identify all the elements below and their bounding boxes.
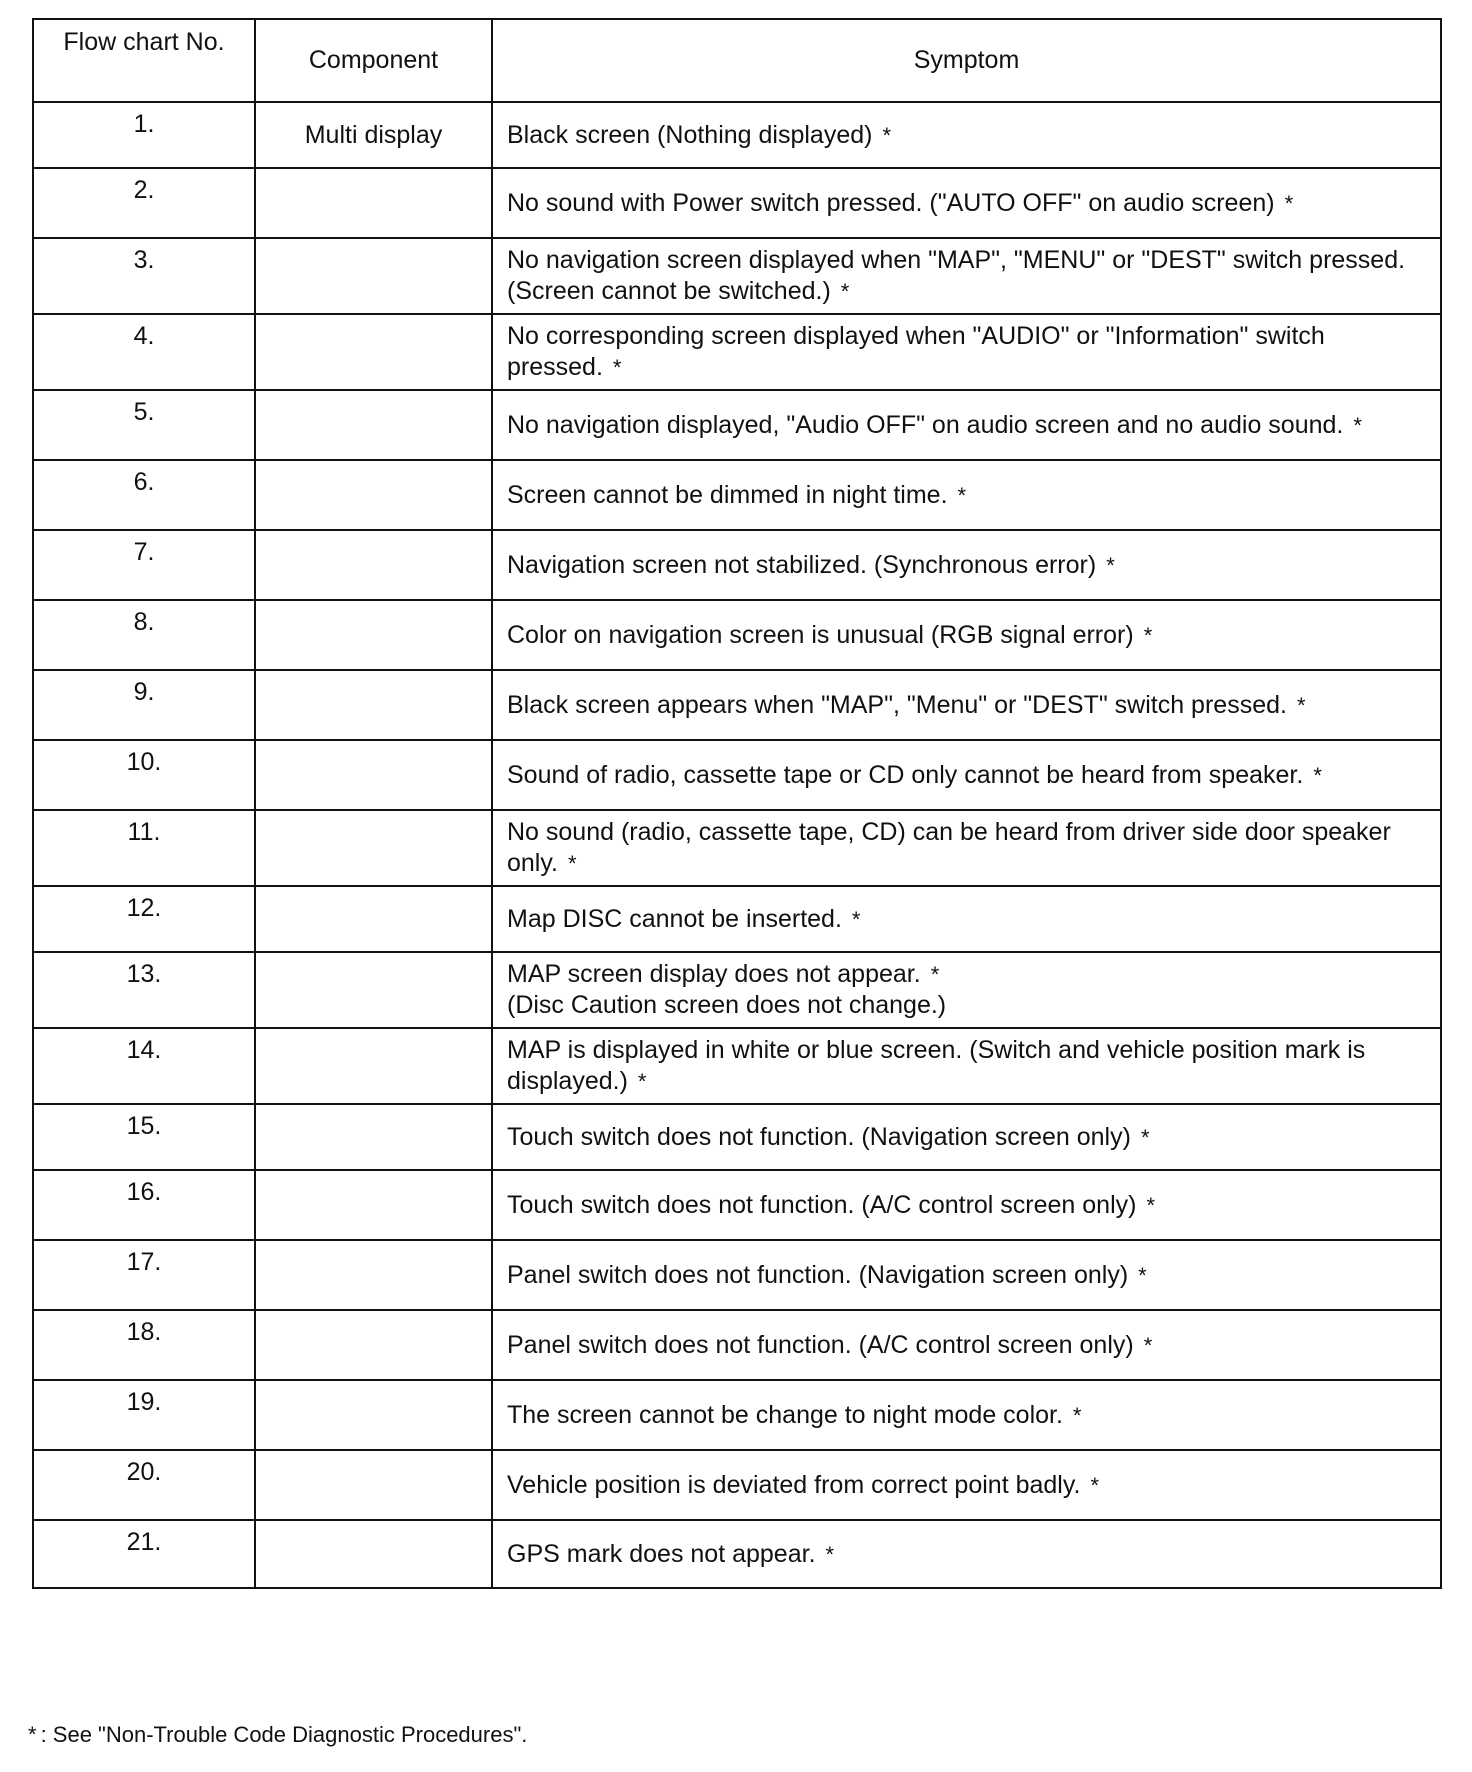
component-cell	[255, 1450, 492, 1520]
flow-chart-number: 4.	[33, 314, 255, 390]
symptom-text: The screen cannot be change to night mode color.	[507, 1400, 1063, 1429]
symptom-cell	[492, 600, 1441, 670]
asterisk-icon: *	[1313, 762, 1322, 788]
table-row	[33, 886, 1441, 952]
symptom-text: Vehicle position is deviated from correct point badly.	[507, 1470, 1081, 1499]
symptom-text: GPS mark does not appear.	[507, 1539, 816, 1568]
component-cell	[255, 952, 492, 1028]
flow-chart-number: 13.	[33, 952, 255, 1028]
asterisk-icon: *	[1138, 1262, 1147, 1288]
asterisk-icon: *	[825, 1541, 835, 1567]
asterisk-icon: *	[28, 1722, 37, 1747]
component-cell	[255, 314, 492, 390]
symptom-cell	[492, 102, 1441, 168]
flow-chart-number: 18.	[33, 1310, 255, 1380]
asterisk-icon: *	[1296, 692, 1306, 718]
table-row	[33, 238, 1441, 314]
table-row	[33, 102, 1441, 168]
symptom-text: Panel switch does not function. (A/C control screen only)	[507, 1330, 1134, 1359]
asterisk-icon: *	[882, 122, 892, 148]
flow-chart-number: 2.	[33, 168, 255, 238]
symptom-text: Black screen appears when "MAP", "Menu" or "DEST" switch pressed.	[507, 690, 1287, 719]
component-cell	[255, 1380, 492, 1450]
symptom-text: Color on navigation screen is unusual (RGB signal error)	[507, 620, 1134, 649]
component-cell	[255, 740, 492, 810]
component-cell	[255, 886, 492, 952]
symptom-cell	[492, 670, 1441, 740]
table-row	[33, 952, 1441, 1028]
component-cell	[255, 1310, 492, 1380]
symptom-text: No sound with Power switch pressed. ("AUTO OFF" on audio screen)	[507, 188, 1275, 217]
asterisk-icon: *	[567, 851, 577, 876]
flow-chart-number: 10.	[33, 740, 255, 810]
component-cell	[255, 1170, 492, 1240]
asterisk-icon: *	[1106, 552, 1115, 578]
flow-chart-number: 11.	[33, 810, 255, 886]
asterisk-icon: *	[1143, 1332, 1153, 1358]
table-row	[33, 1520, 1441, 1588]
symptom-cell	[492, 810, 1441, 886]
component-cell	[255, 1104, 492, 1170]
flow-chart-number: 6.	[33, 460, 255, 530]
symptom-text: MAP screen display does not appear.	[507, 960, 921, 988]
table-row	[33, 168, 1441, 238]
symptom-cell	[492, 238, 1441, 314]
flow-chart-number: 19.	[33, 1380, 255, 1450]
symptom-text: No corresponding screen displayed when "AUDIO" or "Information" switch pressed.	[507, 322, 1325, 381]
component-cell: Multi display	[255, 102, 492, 168]
symptom-text: Map DISC cannot be inserted.	[507, 904, 842, 933]
component-cell	[255, 670, 492, 740]
component-cell	[255, 1520, 492, 1588]
table-row	[33, 1450, 1441, 1520]
component-cell	[255, 810, 492, 886]
flow-chart-number: 5.	[33, 390, 255, 460]
symptom-table-wrapper	[32, 18, 1440, 1589]
symptom-cell	[492, 168, 1441, 238]
trouble-symptom-table	[32, 18, 1442, 1589]
table-row	[33, 530, 1441, 600]
asterisk-icon: *	[840, 279, 850, 304]
symptom-text: Sound of radio, cassette tape or CD only cannot be heard from speaker.	[507, 760, 1304, 789]
component-cell	[255, 390, 492, 460]
flow-chart-number: 9.	[33, 670, 255, 740]
symptom-text: Black screen (Nothing displayed)	[507, 120, 873, 149]
symptom-cell	[492, 1310, 1441, 1380]
symptom-text: Navigation screen not stabilized. (Synchronous error)	[507, 550, 1097, 579]
symptom-cell	[492, 314, 1441, 390]
symptom-text: No sound (radio, cassette tape, CD) can be heard from driver side door speaker only.	[507, 818, 1391, 877]
asterisk-icon: *	[1072, 1402, 1082, 1428]
symptom-cell	[492, 952, 1441, 1028]
table-row	[33, 740, 1441, 810]
asterisk-icon: *	[1140, 1124, 1150, 1150]
asterisk-icon: *	[1146, 1192, 1156, 1218]
symptom-cell	[492, 460, 1441, 530]
table-row	[33, 460, 1441, 530]
symptom-text: MAP is displayed in white or blue screen. (Switch and vehicle position mark is displayed.)	[507, 1036, 1366, 1095]
symptom-cell	[492, 1450, 1441, 1520]
flow-chart-number: 8.	[33, 600, 255, 670]
asterisk-icon: *	[1353, 412, 1362, 438]
flow-chart-number: 12.	[33, 886, 255, 952]
component-cell	[255, 530, 492, 600]
header-flow-chart-no: Flow chart No.	[33, 19, 255, 102]
symptom-cell	[492, 530, 1441, 600]
component-cell	[255, 1240, 492, 1310]
table-header-row	[33, 19, 1441, 102]
footnote-text: : See "Non-Trouble Code Diagnostic Procedures".	[40, 1722, 528, 1747]
asterisk-icon: *	[1143, 622, 1153, 648]
footnote	[28, 1722, 527, 1748]
table-row	[33, 1104, 1441, 1170]
table-row	[33, 1170, 1441, 1240]
component-cell	[255, 460, 492, 530]
asterisk-icon: *	[1090, 1472, 1100, 1498]
component-cell	[255, 1028, 492, 1104]
symptom-cell	[492, 1028, 1441, 1104]
symptom-text-line-2: (Disc Caution screen does not change.)	[507, 991, 947, 1019]
symptom-text: No navigation screen displayed when "MAP", "MENU" or "DEST" switch pressed. (Screen cannot be switched.)	[507, 246, 1406, 305]
table-row	[33, 314, 1441, 390]
table-row	[33, 600, 1441, 670]
symptom-text: Touch switch does not function. (Navigation screen only)	[507, 1122, 1131, 1151]
component-cell	[255, 168, 492, 238]
asterisk-icon: *	[637, 1069, 647, 1094]
flow-chart-number: 3.	[33, 238, 255, 314]
table-row	[33, 1028, 1441, 1104]
table-row	[33, 1310, 1441, 1380]
symptom-text: Touch switch does not function. (A/C control screen only)	[507, 1190, 1137, 1219]
symptom-text: Panel switch does not function. (Navigation screen only)	[507, 1260, 1129, 1289]
asterisk-icon: *	[930, 962, 940, 987]
table-row	[33, 670, 1441, 740]
flow-chart-number: 16.	[33, 1170, 255, 1240]
flow-chart-number: 20.	[33, 1450, 255, 1520]
flow-chart-number: 15.	[33, 1104, 255, 1170]
flow-chart-number: 17.	[33, 1240, 255, 1310]
table-body	[33, 102, 1441, 1588]
symptom-cell	[492, 1520, 1441, 1588]
flow-chart-number: 1.	[33, 102, 255, 168]
header-symptom: Symptom	[492, 19, 1441, 102]
flow-chart-number: 14.	[33, 1028, 255, 1104]
symptom-cell	[492, 886, 1441, 952]
flow-chart-number: 7.	[33, 530, 255, 600]
asterisk-icon: *	[851, 906, 861, 932]
table-row	[33, 1380, 1441, 1450]
symptom-cell	[492, 1240, 1441, 1310]
symptom-cell	[492, 390, 1441, 460]
header-component: Component	[255, 19, 492, 102]
component-cell	[255, 238, 492, 314]
table-row	[33, 810, 1441, 886]
table-row	[33, 390, 1441, 460]
asterisk-icon: *	[957, 482, 967, 508]
symptom-cell	[492, 1170, 1441, 1240]
symptom-text: Screen cannot be dimmed in night time.	[507, 480, 948, 509]
symptom-text: No navigation displayed, "Audio OFF" on audio screen and no audio sound.	[507, 410, 1344, 439]
table-row	[33, 1240, 1441, 1310]
symptom-cell	[492, 1380, 1441, 1450]
symptom-cell	[492, 740, 1441, 810]
asterisk-icon: *	[612, 355, 622, 380]
flow-chart-number: 21.	[33, 1520, 255, 1588]
symptom-cell	[492, 1104, 1441, 1170]
component-cell	[255, 600, 492, 670]
asterisk-icon: *	[1284, 190, 1294, 216]
